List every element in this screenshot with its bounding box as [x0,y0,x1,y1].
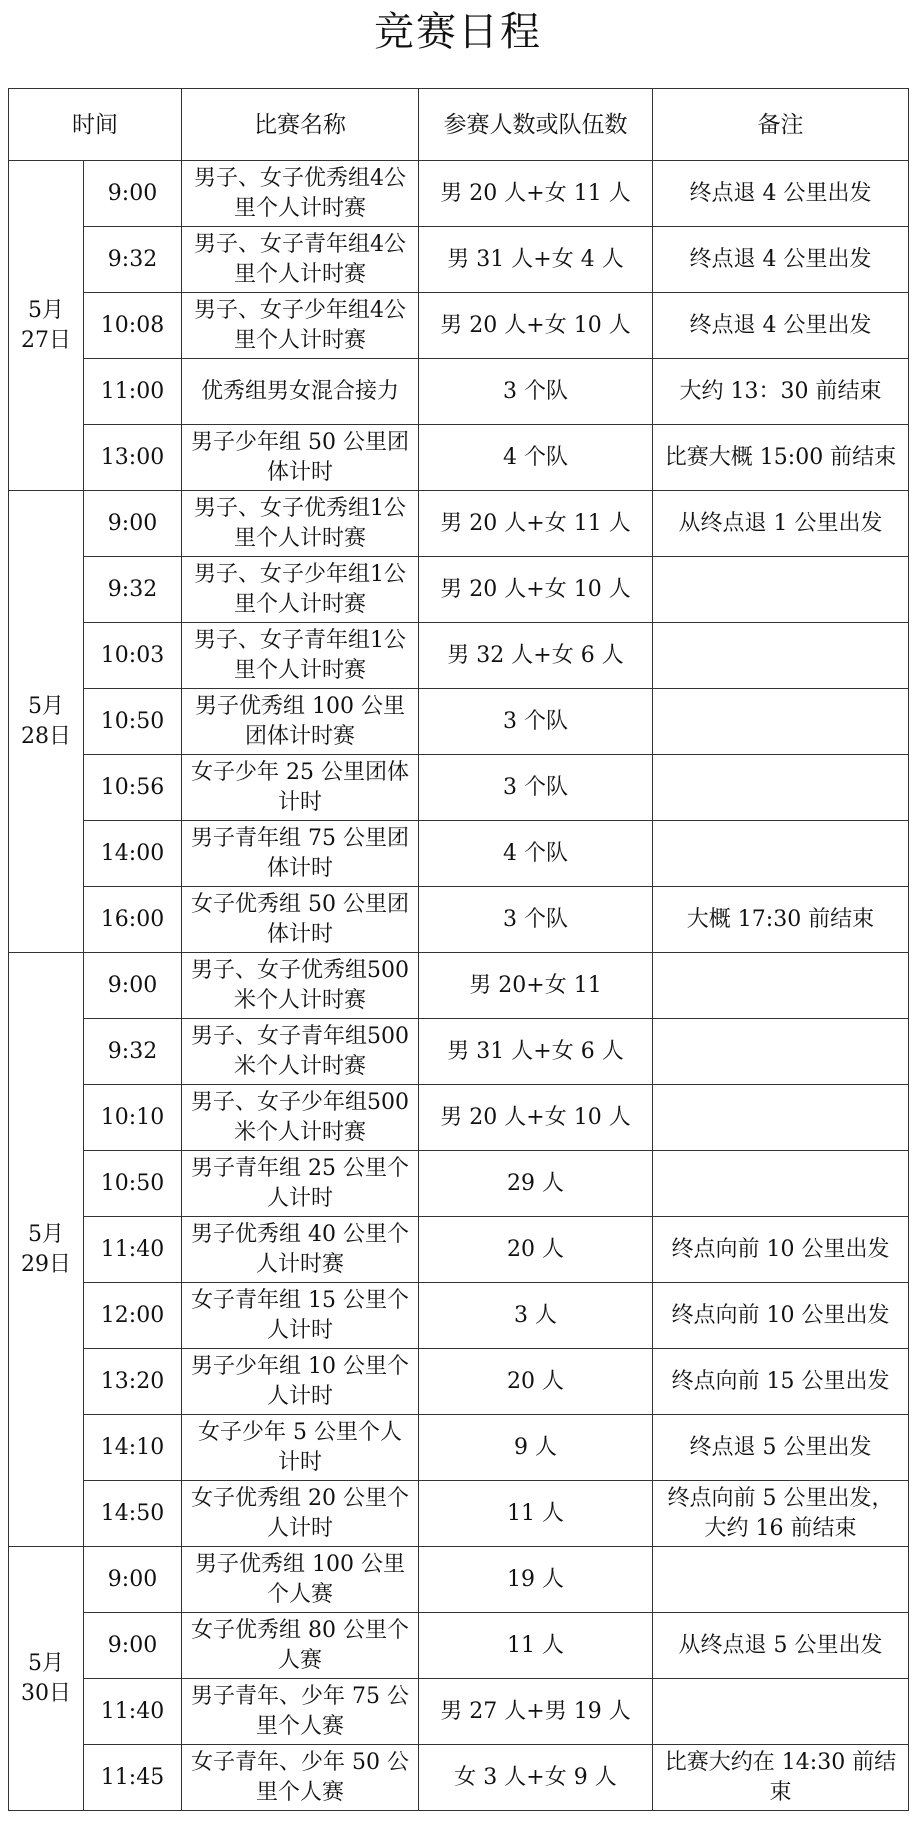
note-cell: 终点退 4 公里出发 [653,161,909,227]
table-row [9,623,909,689]
event-name-cell: 男子、女子优秀组4公里个人计时赛 [182,161,419,227]
note-cell [653,953,909,1019]
participants-cell: 男 20 人+女 11 人 [419,161,653,227]
header-event: 比赛名称 [182,89,419,161]
table-row [9,161,909,227]
time-cell: 11:40 [84,1679,182,1745]
note-cell: 从终点退 5 公里出发 [653,1613,909,1679]
time-cell: 11:00 [84,359,182,425]
note-cell [653,623,909,689]
note-cell [653,1547,909,1613]
event-name-cell: 优秀组男女混合接力 [182,359,419,425]
participants-cell: 男 31 人+女 4 人 [419,227,653,293]
participants-cell: 3 个队 [419,689,653,755]
time-cell: 14:10 [84,1415,182,1481]
time-cell: 9:00 [84,953,182,1019]
table-row [9,1547,909,1613]
note-cell: 终点退 4 公里出发 [653,227,909,293]
table-row [9,1415,909,1481]
schedule-table [8,88,909,1811]
event-name-cell: 男子优秀组 100 公里个人赛 [182,1547,419,1613]
date-cell: 5月28日 [9,491,84,953]
time-cell: 10:08 [84,293,182,359]
participants-cell: 男 31 人+女 6 人 [419,1019,653,1085]
table-row [9,1481,909,1547]
participants-cell: 女 3 人+女 9 人 [419,1745,653,1811]
time-cell: 10:56 [84,755,182,821]
table-row [9,1679,909,1745]
header-time: 时间 [9,89,182,161]
note-cell: 终点向前 10 公里出发 [653,1217,909,1283]
event-name-cell: 女子优秀组 50 公里团体计时 [182,887,419,953]
note-cell: 终点向前 5 公里出发，大约 16 前结束 [653,1481,909,1547]
note-cell [653,1019,909,1085]
participants-cell: 11 人 [419,1613,653,1679]
table-row [9,1283,909,1349]
event-name-cell: 男子、女子少年组4公里个人计时赛 [182,293,419,359]
note-cell: 比赛大概 15:00 前结束 [653,425,909,491]
date-cell: 5月30日 [9,1547,84,1811]
note-cell: 从终点退 1 公里出发 [653,491,909,557]
table-row [9,689,909,755]
participants-cell: 男 20 人+女 11 人 [419,491,653,557]
participants-cell: 20 人 [419,1217,653,1283]
event-name-cell: 男子、女子青年组1公里个人计时赛 [182,623,419,689]
date-cell: 5月27日 [9,161,84,491]
participants-cell: 19 人 [419,1547,653,1613]
participants-cell: 4 个队 [419,821,653,887]
event-name-cell: 男子少年组 50 公里团体计时 [182,425,419,491]
note-cell [653,821,909,887]
table-row [9,1019,909,1085]
time-cell: 10:03 [84,623,182,689]
event-name-cell: 男子、女子青年组500 米个人计时赛 [182,1019,419,1085]
event-name-cell: 男子、女子少年组1公里个人计时赛 [182,557,419,623]
participants-cell: 11 人 [419,1481,653,1547]
note-cell: 终点退 4 公里出发 [653,293,909,359]
time-cell: 10:50 [84,1151,182,1217]
note-cell: 终点向前 15 公里出发 [653,1349,909,1415]
note-cell: 大概 17:30 前结束 [653,887,909,953]
event-name-cell: 男子、女子优秀组1公里个人计时赛 [182,491,419,557]
participants-cell: 29 人 [419,1151,653,1217]
header-participants: 参赛人数或队伍数 [419,89,653,161]
participants-cell: 男 27 人+男 19 人 [419,1679,653,1745]
time-cell: 9:00 [84,1547,182,1613]
note-cell [653,557,909,623]
table-row [9,359,909,425]
table-row [9,227,909,293]
table-row [9,293,909,359]
time-cell: 9:32 [84,557,182,623]
time-cell: 9:00 [84,161,182,227]
participants-cell: 3 个队 [419,359,653,425]
participants-cell: 男 20 人+女 10 人 [419,293,653,359]
table-row [9,1151,909,1217]
time-cell: 16:00 [84,887,182,953]
table-row [9,425,909,491]
event-name-cell: 女子少年 5 公里个人计时 [182,1415,419,1481]
event-name-cell: 男子青年组 75 公里团体计时 [182,821,419,887]
event-name-cell: 男子优秀组 100 公里团体计时赛 [182,689,419,755]
note-cell [653,689,909,755]
note-cell: 终点退 5 公里出发 [653,1415,909,1481]
participants-cell: 20 人 [419,1349,653,1415]
participants-cell: 男 20 人+女 10 人 [419,1085,653,1151]
time-cell: 13:20 [84,1349,182,1415]
time-cell: 9:32 [84,227,182,293]
header-note: 备注 [653,89,909,161]
participants-cell: 男 20 人+女 10 人 [419,557,653,623]
time-cell: 14:00 [84,821,182,887]
note-cell: 比赛大约在 14:30 前结束 [653,1745,909,1811]
table-row [9,491,909,557]
schedule-body [9,161,909,1811]
table-row [9,1613,909,1679]
note-cell [653,755,909,821]
event-name-cell: 女子优秀组 20 公里个人计时 [182,1481,419,1547]
table-row [9,953,909,1019]
participants-cell: 4 个队 [419,425,653,491]
participants-cell: 男 32 人+女 6 人 [419,623,653,689]
event-name-cell: 女子青年、少年 50 公里个人赛 [182,1745,419,1811]
participants-cell: 3 人 [419,1283,653,1349]
time-cell: 14:50 [84,1481,182,1547]
time-cell: 12:00 [84,1283,182,1349]
event-name-cell: 男子青年、少年 75 公里个人赛 [182,1679,419,1745]
event-name-cell: 男子、女子青年组4公里个人计时赛 [182,227,419,293]
event-name-cell: 男子青年组 25 公里个人计时 [182,1151,419,1217]
participants-cell: 3 个队 [419,887,653,953]
time-cell: 10:10 [84,1085,182,1151]
time-cell: 9:00 [84,1613,182,1679]
table-row [9,821,909,887]
time-cell: 9:32 [84,1019,182,1085]
event-name-cell: 男子、女子少年组500 米个人计时赛 [182,1085,419,1151]
event-name-cell: 女子青年组 15 公里个人计时 [182,1283,419,1349]
note-cell [653,1679,909,1745]
time-cell: 10:50 [84,689,182,755]
table-row [9,1217,909,1283]
time-cell: 9:00 [84,491,182,557]
event-name-cell: 女子优秀组 80 公里个人赛 [182,1613,419,1679]
time-cell: 13:00 [84,425,182,491]
table-row [9,1085,909,1151]
participants-cell: 3 个队 [419,755,653,821]
event-name-cell: 女子少年 25 公里团体计时 [182,755,419,821]
date-cell: 5月29日 [9,953,84,1547]
note-cell: 终点向前 10 公里出发 [653,1283,909,1349]
table-row [9,557,909,623]
page-title: 竞赛日程 [374,9,542,55]
note-cell [653,1085,909,1151]
table-row [9,1349,909,1415]
table-row [9,887,909,953]
note-cell: 大约 13：30 前结束 [653,359,909,425]
event-name-cell: 男子、女子优秀组500 米个人计时赛 [182,953,419,1019]
participants-cell: 9 人 [419,1415,653,1481]
event-name-cell: 男子优秀组 40 公里个人计时赛 [182,1217,419,1283]
note-cell [653,1151,909,1217]
participants-cell: 男 20+女 11 [419,953,653,1019]
table-header-row [9,89,909,161]
event-name-cell: 男子少年组 10 公里个人计时 [182,1349,419,1415]
table-row [9,755,909,821]
table-row [9,1745,909,1811]
time-cell: 11:45 [84,1745,182,1811]
time-cell: 11:40 [84,1217,182,1283]
